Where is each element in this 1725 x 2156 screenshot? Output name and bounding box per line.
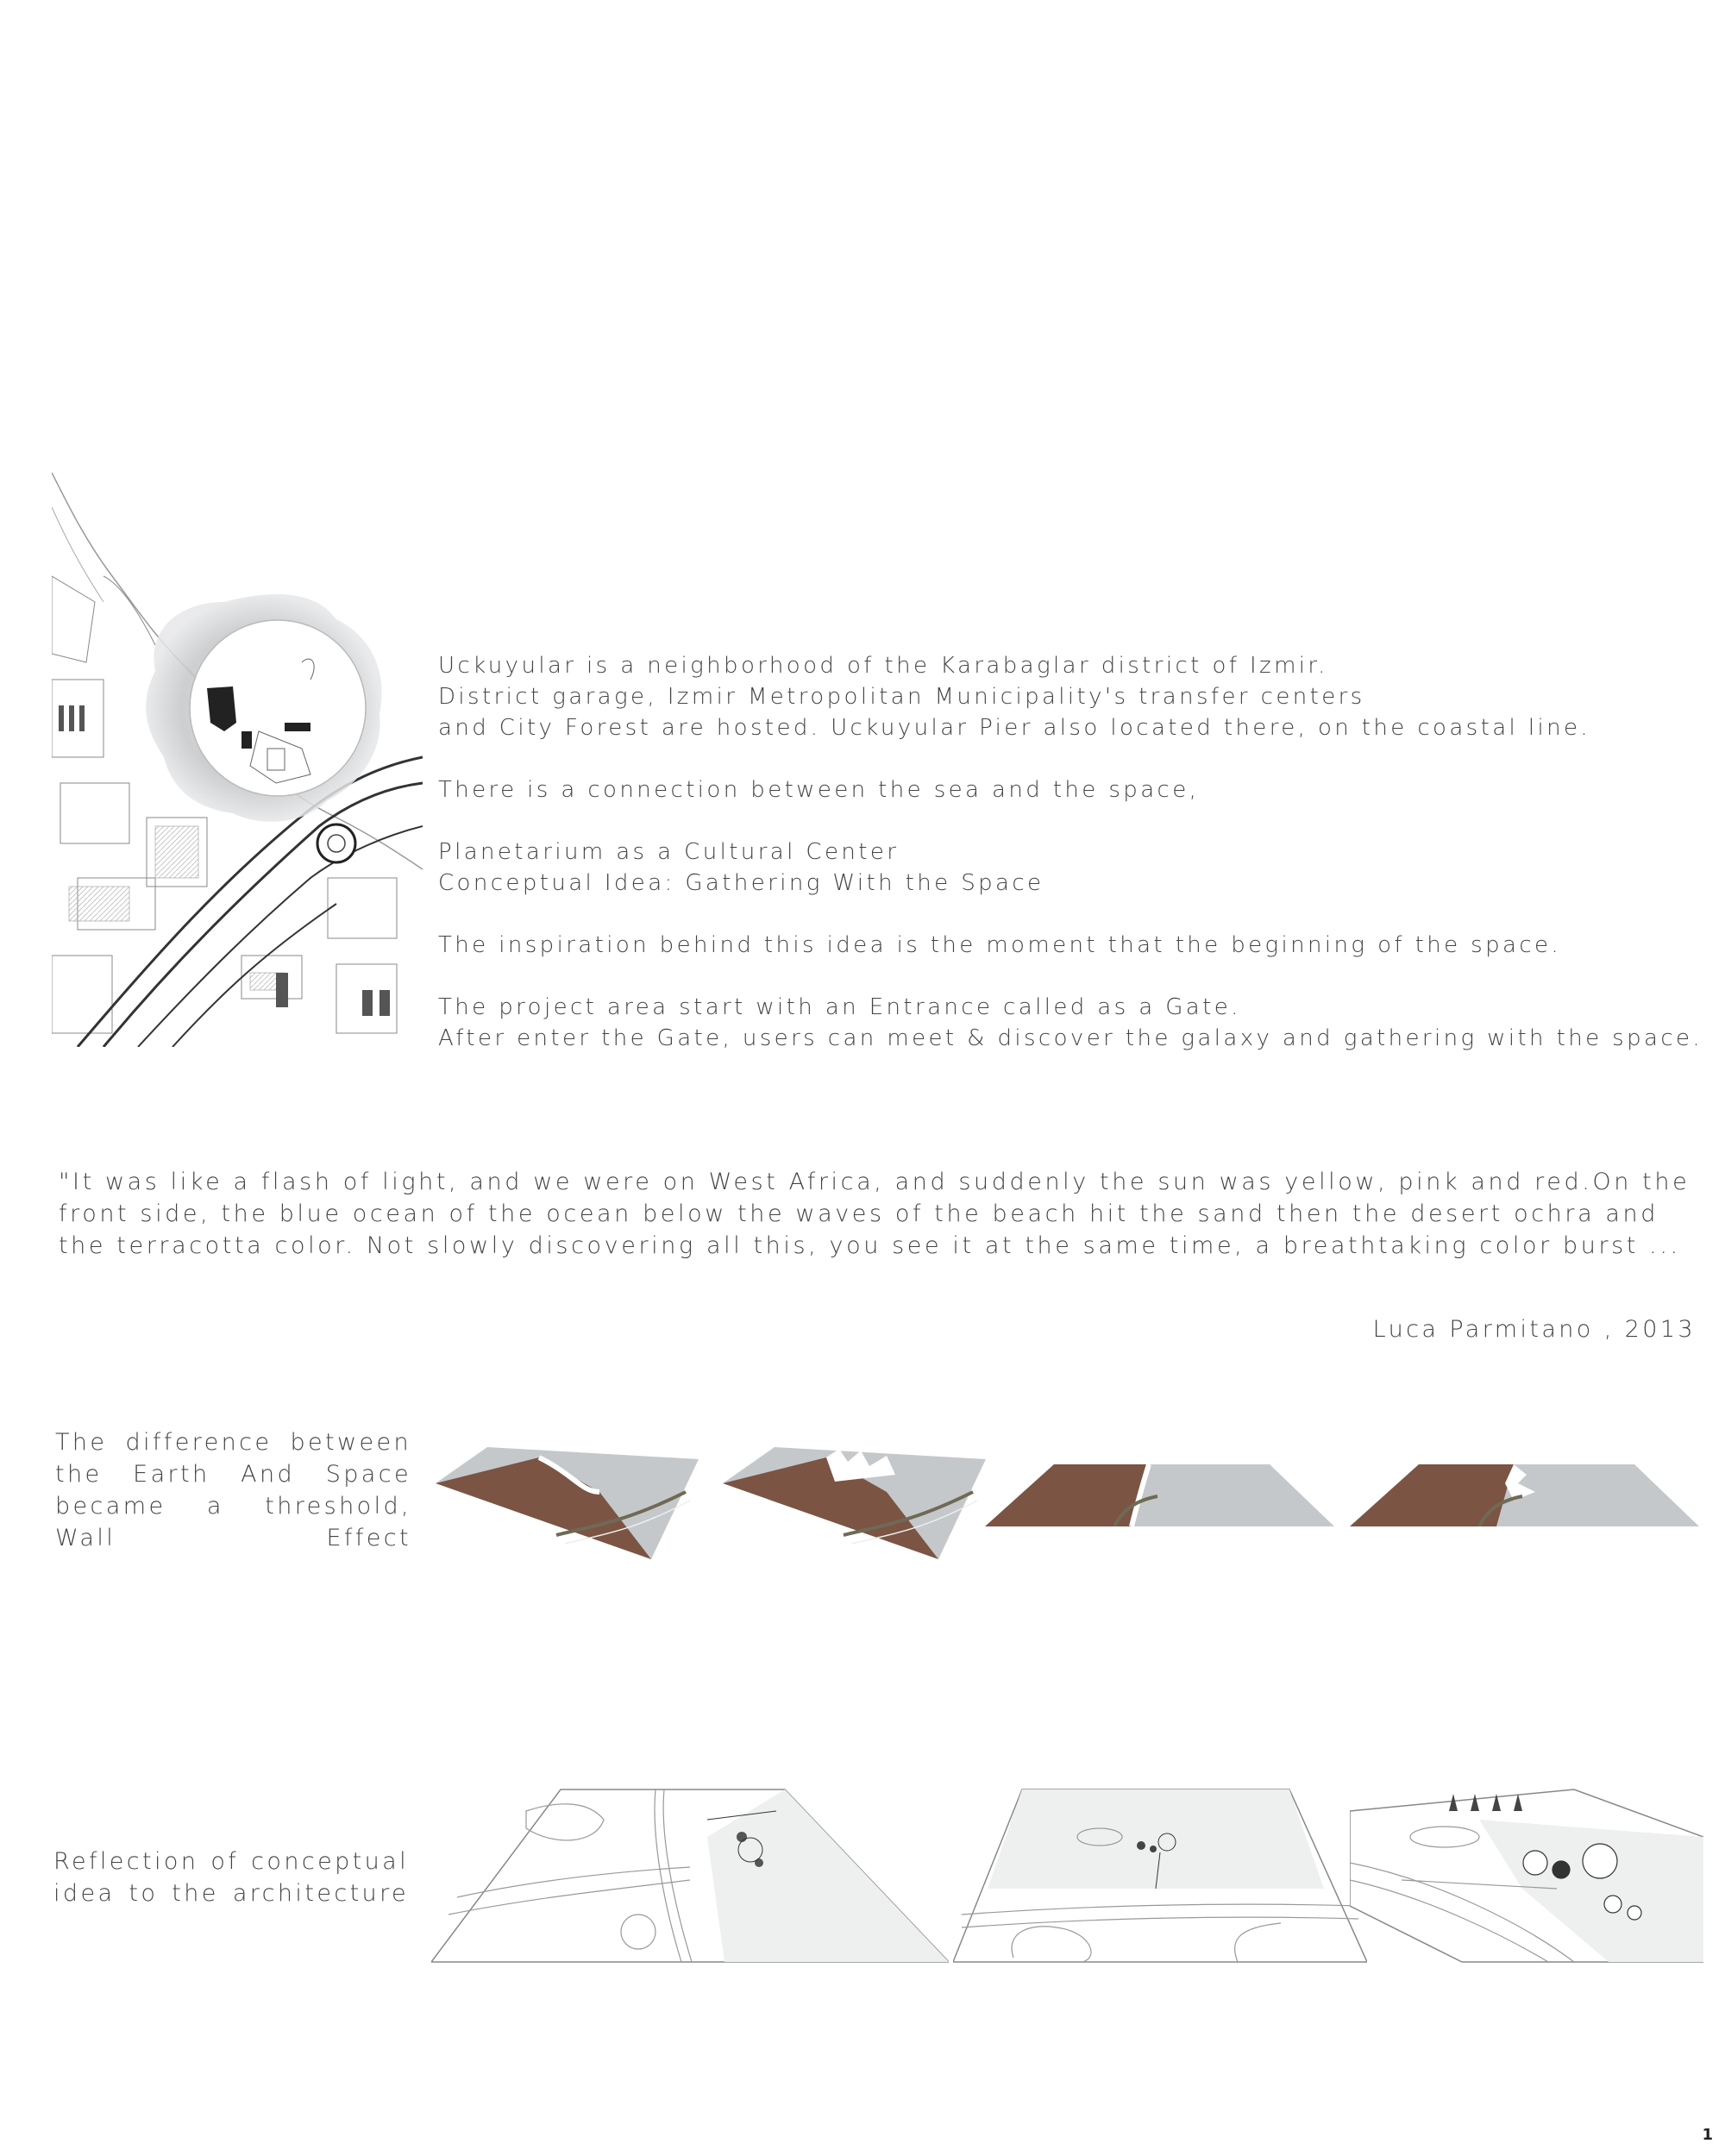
- intro-line: and City Forest are hosted. Uckuyular Pier also located there, on the coastal line.: [438, 715, 1591, 741]
- quote-line: front side, the blue ocean of the ocean below the waves of the beach hit the sand then the desert ochra and: [59, 1200, 1659, 1227]
- intro-line: Conceptual Idea: Gathering With the Space: [438, 870, 1044, 896]
- caption-line: the Earth And Space: [55, 1461, 411, 1488]
- threshold-diagram-3: [985, 1457, 1334, 1526]
- architecture-diagram-3: [1350, 1785, 1703, 1966]
- threshold-caption: [55, 1426, 411, 1554]
- intro-line: Uckuyular is a neighborhood of the Karabaglar district of Izmir.: [438, 653, 1328, 679]
- reflection-caption: [53, 1846, 409, 1909]
- quote-line: the terracotta color. Not slowly discovering all this, you see it at the same time, a breathtaking color burst ...: [59, 1232, 1681, 1259]
- intro-line: Planetarium as a Cultural Center: [438, 839, 900, 865]
- architecture-diagram-2: [953, 1785, 1367, 1966]
- quote-block: [59, 1166, 1697, 1262]
- quote-line: "It was like a flash of light, and we were on West Africa, and suddenly the sun was yellow, pink and red.On the: [59, 1169, 1690, 1195]
- intro-line: After enter the Gate, users can meet & discover the galaxy and gathering with the space.: [438, 1025, 1703, 1051]
- caption-line: The difference between: [55, 1429, 411, 1456]
- intro-line: District garage, Izmir Metropolitan Municipality's transfer centers: [438, 684, 1365, 710]
- page-number: 1: [1702, 2126, 1713, 2144]
- intro-line: The inspiration behind this idea is the moment that the beginning of the space.: [438, 932, 1562, 958]
- site-map: [52, 473, 423, 1047]
- caption-line: Wall Effect: [55, 1525, 411, 1551]
- caption-line: idea to the architecture: [53, 1880, 409, 1907]
- quote-attribution: Luca Parmitano , 2013: [1372, 1316, 1696, 1343]
- caption-line: Reflection of conceptual: [53, 1848, 409, 1875]
- intro-line: The project area start with an Entrance called as a Gate.: [438, 994, 1241, 1020]
- architecture-diagram-1: [431, 1785, 949, 1966]
- caption-line: became a threshold,: [55, 1493, 411, 1520]
- threshold-diagram-4: [1350, 1457, 1699, 1526]
- intro-text: [438, 650, 1723, 1054]
- threshold-diagram-2: [723, 1440, 990, 1561]
- intro-line: There is a connection between the sea and the space,: [438, 777, 1200, 803]
- threshold-diagram-1: [436, 1440, 703, 1561]
